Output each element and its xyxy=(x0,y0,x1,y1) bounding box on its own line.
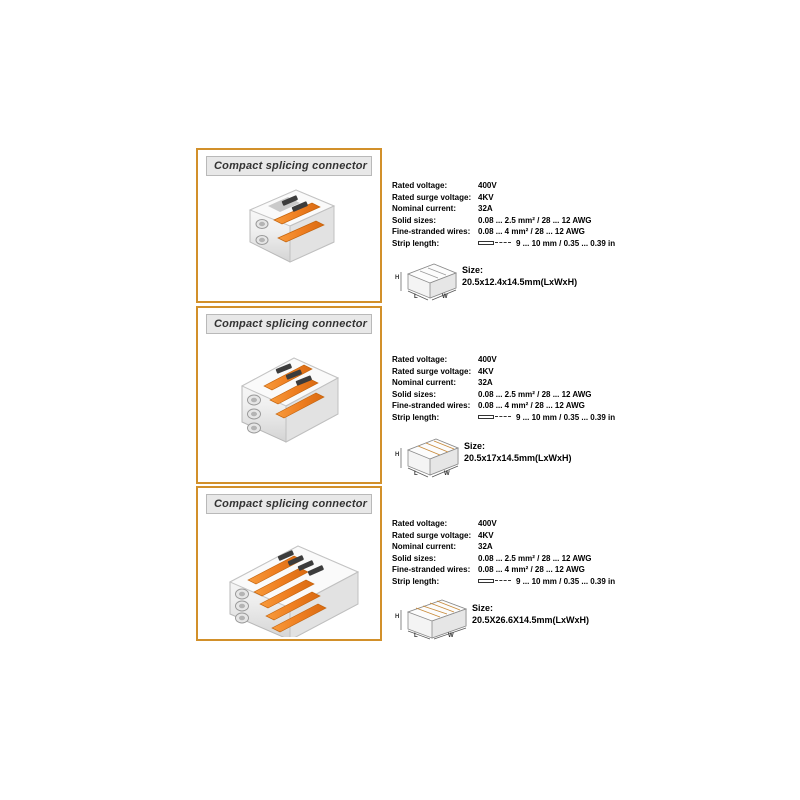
spec-label: Rated voltage: xyxy=(392,519,448,528)
spec-row xyxy=(392,203,615,215)
spec-label: Rated voltage: xyxy=(392,181,448,190)
size-label-1: Size: xyxy=(462,265,484,275)
dimension-letter-h: H xyxy=(395,614,400,620)
size-value-3: 20.5X26.6X14.5mm(LxWxH) xyxy=(472,615,590,625)
spec-row xyxy=(392,400,615,412)
connector-illustration-5pole xyxy=(216,542,376,637)
spec-list-2 xyxy=(392,354,615,423)
spec-row xyxy=(392,354,615,366)
spec-row xyxy=(392,530,615,542)
spec-row xyxy=(392,564,615,576)
spec-value: 4KV xyxy=(478,366,494,376)
spec-row xyxy=(392,226,615,238)
spec-label: Strip length: xyxy=(392,576,440,586)
spec-row-strip-length xyxy=(392,576,615,588)
dimension-drawing-5pole xyxy=(394,596,474,640)
spec-value: 0.08 ... 2.5 mm² / 28 ... 12 AWG xyxy=(478,215,592,225)
dimension-letter-l: L xyxy=(414,633,418,639)
spec-value: 0.08 ... 2.5 mm² / 28 ... 12 AWG xyxy=(478,553,592,563)
spec-label: Fine-stranded wires: xyxy=(392,565,471,574)
spec-value: 32A xyxy=(478,204,493,213)
strip-length-icon xyxy=(478,239,512,247)
size-value-1: 20.5x12.4x14.5mm(LxWxH) xyxy=(462,277,578,287)
spec-row xyxy=(392,192,615,204)
product-photo-2 xyxy=(198,336,380,480)
product-panel-1 xyxy=(196,148,616,303)
spec-list-3 xyxy=(392,518,615,587)
spec-value: 9 ... 10 mm / 0.35 ... 0.39 in xyxy=(516,238,616,248)
strip-length-icon xyxy=(478,577,512,585)
spec-row-strip-length xyxy=(392,412,615,424)
spec-label: Nominal current: xyxy=(392,204,457,213)
spec-row xyxy=(392,180,615,192)
dimension-letter-h: H xyxy=(395,452,400,458)
product-panel-3 xyxy=(196,486,616,641)
size-label-2: Size: xyxy=(464,441,486,451)
size-label-3: Size: xyxy=(472,603,494,613)
spec-label: Solid sizes: xyxy=(392,215,437,225)
spec-value: 400V xyxy=(478,519,497,528)
spec-label: Strip length: xyxy=(392,412,440,422)
spec-row xyxy=(392,215,615,227)
spec-row-strip-length xyxy=(392,238,615,250)
spec-label: Nominal current: xyxy=(392,542,457,551)
spec-value: 0.08 ... 4 mm² / 28 ... 12 AWG xyxy=(478,565,585,574)
spec-value: 0.08 ... 4 mm² / 28 ... 12 AWG xyxy=(478,401,585,410)
spec-label: Fine-stranded wires: xyxy=(392,401,471,410)
spec-value: 32A xyxy=(478,542,493,551)
product-image-box-2 xyxy=(196,306,382,484)
spec-row xyxy=(392,541,615,553)
spec-row xyxy=(392,553,615,565)
dimension-letter-w: W xyxy=(442,294,448,300)
spec-value: 400V xyxy=(478,181,497,190)
spec-value: 0.08 ... 4 mm² / 28 ... 12 AWG xyxy=(478,227,585,236)
spec-label: Fine-stranded wires: xyxy=(392,227,471,236)
dimension-letter-w: W xyxy=(444,471,450,477)
strip-length-icon xyxy=(478,413,512,421)
spec-label: Rated surge voltage: xyxy=(392,192,472,202)
spec-label: Rated voltage: xyxy=(392,355,448,364)
spec-value: 9 ... 10 mm / 0.35 ... 0.39 in xyxy=(516,576,616,586)
product-panel-2 xyxy=(196,306,616,484)
spec-label: Rated surge voltage: xyxy=(392,530,472,540)
dimension-letter-l: L xyxy=(414,294,418,300)
spec-row xyxy=(392,366,615,378)
spec-label: Solid sizes: xyxy=(392,553,437,563)
spec-value: 4KV xyxy=(478,192,494,202)
spec-label: Rated surge voltage: xyxy=(392,366,472,376)
dimension-drawing-3pole xyxy=(394,434,464,478)
dimension-letter-h: H xyxy=(395,275,400,281)
spec-row xyxy=(392,377,615,389)
dimension-letter-l: L xyxy=(414,471,418,477)
product-title-1: Compact splicing connector xyxy=(206,156,372,176)
spec-label: Nominal current: xyxy=(392,378,457,387)
product-photo-3 xyxy=(198,516,380,637)
product-image-box-1 xyxy=(196,148,382,303)
spec-value: 400V xyxy=(478,355,497,364)
spec-label: Strip length: xyxy=(392,238,440,248)
spec-value: 4KV xyxy=(478,530,494,540)
spec-value: 0.08 ... 2.5 mm² / 28 ... 12 AWG xyxy=(478,389,592,399)
spec-list-1 xyxy=(392,180,615,249)
product-photo-1 xyxy=(198,178,380,299)
product-image-box-3 xyxy=(196,486,382,641)
spec-value: 32A xyxy=(478,378,493,387)
spec-row xyxy=(392,389,615,401)
product-title-3: Compact splicing connector xyxy=(206,494,372,514)
spec-label: Solid sizes: xyxy=(392,389,437,399)
dimension-letter-w: W xyxy=(448,633,454,639)
size-value-2: 20.5x17x14.5mm(LxWxH) xyxy=(464,453,572,463)
spec-row xyxy=(392,518,615,530)
spec-value: 9 ... 10 mm / 0.35 ... 0.39 in xyxy=(516,412,616,422)
connector-illustration-2pole xyxy=(238,184,348,284)
dimension-drawing-2pole xyxy=(394,258,464,302)
connector-illustration-3pole xyxy=(228,352,358,472)
product-title-2: Compact splicing connector xyxy=(206,314,372,334)
